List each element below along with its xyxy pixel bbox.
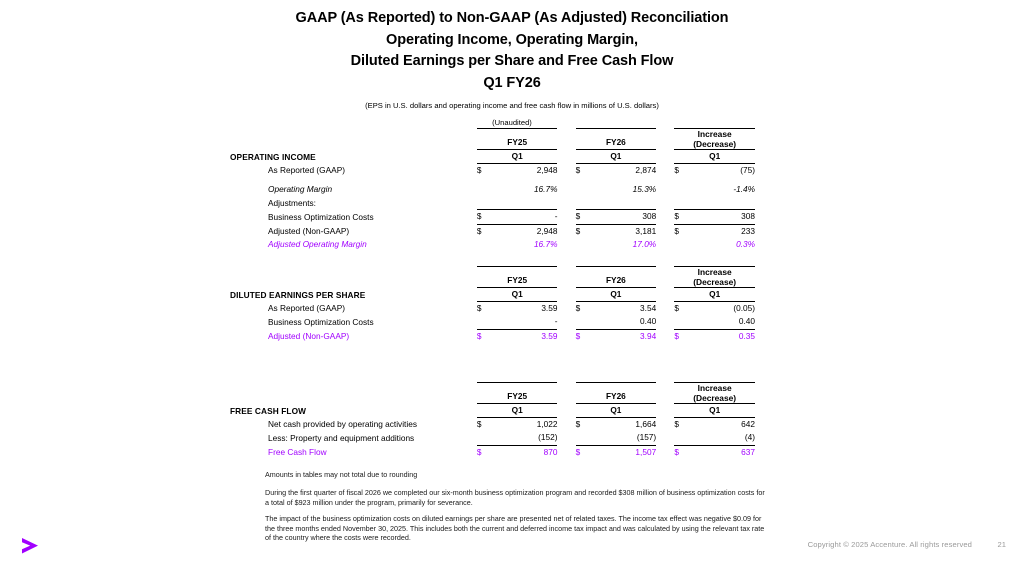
cell-change-value: 233 — [741, 225, 755, 236]
cell-change-currency: $ — [674, 330, 679, 341]
table-header-row-year — [230, 267, 755, 288]
cell-fy26-currency — [576, 238, 590, 251]
cell-fy26-currency — [576, 431, 590, 445]
cell-fy26-value: 3,181 — [635, 225, 657, 236]
cell-fy25-value: 3.59 — [541, 330, 558, 341]
cell-change-value: 642 — [741, 419, 755, 430]
cell-fy26-value: 2,874 — [635, 165, 657, 176]
cell-fy25-currency — [477, 431, 491, 445]
title-subtitle-units: (EPS in U.S. dollars and operating income and free cash flow in millions of U.S. dollars) — [365, 101, 659, 110]
row-label: Free Cash Flow — [268, 446, 327, 457]
diluted-eps-table — [230, 266, 755, 343]
title-subtitle-unaudited: (Unaudited) — [492, 118, 532, 127]
section-heading: DILUTED EARNINGS PER SHARE — [230, 289, 366, 300]
table-row — [230, 329, 755, 343]
cell-change-value: 0.35 — [738, 330, 755, 341]
col-header-fy26: FY26 — [576, 383, 657, 404]
row-label: As Reported (GAAP) — [268, 303, 346, 314]
row-label: Adjusted Operating Margin — [268, 238, 367, 249]
col-header-increase-line1: Increase — [697, 129, 732, 139]
col-header-fy25: FY25 — [477, 383, 558, 404]
free-cash-flow-table — [230, 382, 755, 459]
row-label: Business Optimization Costs — [268, 211, 374, 222]
col-header-increase-line1: Increase — [697, 267, 732, 277]
col-header-fy25: FY25 — [477, 129, 558, 150]
footnote-tax-effect: The impact of the business optimization costs on diluted earnings per share are presented net of related taxes. The income tax effect was negative $0.09 for the three months ended November 30, 2025. This includes both the current and deferred income tax impact and was calculated by using the relevant tax rate of the country where the costs were recorded. — [265, 514, 765, 543]
operating-income-table — [230, 128, 755, 251]
col-header-increase-line2: (Decrease) — [693, 277, 737, 287]
cell-fy25-currency: $ — [476, 330, 482, 341]
row-label: Business Optimization Costs — [268, 316, 374, 327]
cell-fy25-value: 2,948 — [536, 165, 558, 176]
page-number: 21 — [997, 540, 1006, 549]
col-header-fy26: FY26 — [576, 267, 657, 288]
cell-fy26-value: 17.0% — [632, 238, 657, 249]
col-period-increase: Q1 — [674, 288, 755, 302]
row-label: Net cash provided by operating activities — [268, 419, 417, 430]
cell-fy26-currency — [576, 183, 590, 196]
cell-change-currency: $ — [674, 303, 679, 314]
cell-fy25-currency: $ — [477, 210, 491, 224]
cell-change-value: (75) — [740, 165, 755, 176]
col-header-increase-decrease — [674, 129, 755, 150]
title-line-2: Operating Income, Operating Margin, — [386, 31, 638, 48]
col-period-fy26: Q1 — [576, 404, 657, 418]
table-row — [230, 197, 755, 210]
cell-change-value: 308 — [688, 210, 755, 224]
cell-fy25-value: 3.59 — [541, 303, 558, 314]
row-label: As Reported (GAAP) — [268, 165, 346, 176]
cell-fy25-currency: $ — [476, 165, 482, 176]
cell-fy26-value: 15.3% — [632, 184, 657, 195]
table-row — [230, 418, 755, 432]
table-row — [230, 183, 755, 196]
cell-fy25-currency: $ — [476, 303, 482, 314]
table-header-row-year — [230, 383, 755, 404]
cell-fy26-currency: $ — [575, 446, 581, 457]
accenture-logo-icon — [12, 534, 50, 558]
table-header-row-year — [230, 129, 755, 150]
cell-change-currency — [674, 315, 688, 329]
section-free-cash-flow — [0, 382, 1024, 459]
cell-fy26-currency: $ — [575, 165, 581, 176]
cell-fy25-currency: $ — [476, 446, 482, 457]
cell-fy26-value: 1,664 — [635, 419, 657, 430]
cell-fy25-value: 16.7% — [533, 238, 558, 249]
cell-fy26-currency: $ — [576, 210, 590, 224]
col-header-increase-line2: (Decrease) — [693, 393, 737, 403]
table-row — [230, 431, 755, 445]
cell-fy26-value: 3.54 — [640, 303, 657, 314]
table-row — [230, 315, 755, 329]
cell-fy26-value: 0.40 — [590, 315, 657, 329]
cell-fy26-currency: $ — [575, 419, 581, 430]
cell-fy25-value: - — [491, 210, 558, 224]
table-row — [230, 445, 755, 459]
col-period-increase: Q1 — [674, 404, 755, 418]
cell-fy26-currency: $ — [575, 330, 581, 341]
row-label: Less: Property and equipment additions — [268, 432, 415, 443]
cell-fy25-value: 1,022 — [536, 419, 558, 430]
table-row — [230, 302, 755, 316]
cell-fy25-currency: $ — [476, 225, 482, 236]
cell-fy26-value: (157) — [590, 431, 657, 445]
table-row — [230, 224, 755, 238]
cell-change-value: 637 — [741, 446, 755, 457]
col-period-fy25: Q1 — [477, 288, 558, 302]
cell-fy25-value: - — [491, 315, 558, 329]
col-header-increase-decrease — [674, 267, 755, 288]
cell-change-value: 0.40 — [688, 315, 755, 329]
slide-title-block — [0, 8, 1024, 128]
cell-fy26-currency: $ — [575, 303, 581, 314]
row-label: Adjusted (Non-GAAP) — [268, 225, 350, 236]
col-header-fy26: FY26 — [576, 129, 657, 150]
cell-fy25-currency: $ — [476, 419, 482, 430]
section-heading: FREE CASH FLOW — [230, 405, 307, 416]
cell-fy26-currency — [576, 315, 590, 329]
section-operating-income — [0, 128, 1024, 251]
cell-change-currency: $ — [674, 210, 688, 224]
section-diluted-eps — [0, 266, 1024, 343]
cell-fy26-currency: $ — [575, 225, 581, 236]
cell-change-value: (0.05) — [733, 303, 755, 314]
cell-change-currency — [674, 183, 688, 196]
cell-change-currency: $ — [674, 419, 679, 430]
cell-change-value: (4) — [688, 431, 755, 445]
cell-change-currency: $ — [674, 225, 679, 236]
cell-change-currency — [674, 431, 688, 445]
col-period-fy25: Q1 — [477, 150, 558, 164]
row-label: Adjusted (Non-GAAP) — [268, 330, 350, 341]
table-row — [230, 164, 755, 178]
col-header-increase-line1: Increase — [697, 383, 732, 393]
table-row — [230, 210, 755, 224]
cell-fy26-value: 3.94 — [640, 330, 657, 341]
cell-fy25-currency — [477, 315, 491, 329]
title-line-3: Diluted Earnings per Share and Free Cash Flow — [350, 53, 674, 69]
copyright-text: Copyright © 2025 Accenture. All rights reserved — [807, 540, 972, 549]
col-header-increase-line2: (Decrease) — [693, 139, 737, 149]
footnote-rounding: Amounts in tables may not total due to rounding — [265, 470, 418, 479]
cell-fy25-currency — [477, 183, 491, 196]
cell-fy25-value: 870 — [543, 446, 558, 457]
cell-fy25-value: (152) — [491, 431, 558, 445]
col-period-fy26: Q1 — [576, 150, 657, 164]
row-label: Operating Margin — [268, 184, 333, 195]
cell-fy25-currency — [477, 238, 491, 251]
cell-fy26-value: 1,507 — [635, 446, 657, 457]
cell-change-currency — [674, 238, 688, 251]
footnotes — [265, 470, 765, 549]
col-period-fy26: Q1 — [576, 288, 657, 302]
cell-fy25-value: 2,948 — [536, 225, 558, 236]
col-header-increase-decrease — [674, 383, 755, 404]
row-label: Adjustments: — [268, 197, 316, 208]
footnote-business-optimization: During the first quarter of fiscal 2026 we completed our six-month business optimization program and recorded $308 million of business optimization costs for a total of $923 million under the program, primarily for severance. — [265, 488, 765, 507]
title-line-1: GAAP (As Reported) to Non-GAAP (As Adjusted) Reconciliation — [295, 10, 729, 26]
table-row — [230, 238, 755, 251]
cell-change-currency: $ — [674, 165, 679, 176]
title-line-4: Q1 FY26 — [483, 74, 541, 91]
col-period-fy25: Q1 — [477, 404, 558, 418]
cell-change-currency: $ — [674, 446, 679, 457]
cell-change-value: -1.4% — [733, 184, 755, 195]
section-heading: OPERATING INCOME — [230, 151, 316, 162]
cell-fy25-value: 16.7% — [533, 184, 558, 195]
cell-change-value: 0.3% — [736, 238, 755, 249]
col-period-increase: Q1 — [674, 150, 755, 164]
col-header-fy25: FY25 — [477, 267, 558, 288]
cell-fy26-value: 308 — [590, 210, 657, 224]
